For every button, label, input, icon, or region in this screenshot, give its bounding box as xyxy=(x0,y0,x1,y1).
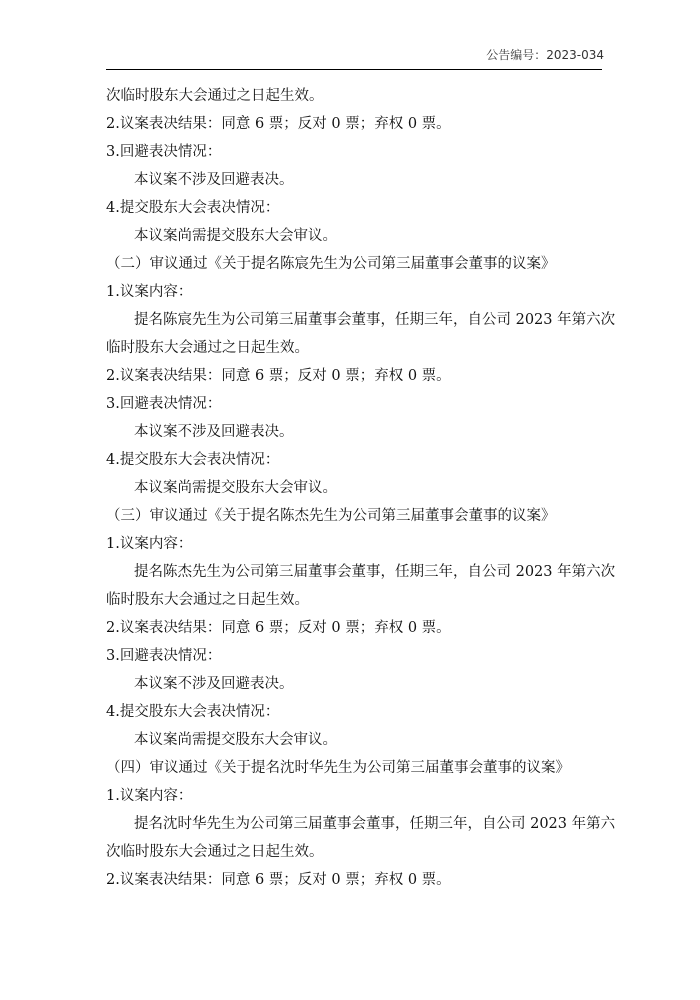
notice-number: 公告编号：2023-034 xyxy=(486,48,604,62)
text-line: 3.回避表决情况： xyxy=(106,144,222,160)
text-line: 提名陈杰先生为公司第三届董事会董事，任期三年，自公司 2023 年第六次 xyxy=(134,564,616,580)
text-line: 4.提交股东大会表决情况： xyxy=(106,452,280,468)
section-heading: （三）审议通过《关于提名陈杰先生为公司第三届董事会董事的议案》 xyxy=(106,508,556,524)
text-line: 本议案尚需提交股东大会审议。 xyxy=(134,480,337,496)
text-line: 本议案不涉及回避表决。 xyxy=(134,676,294,692)
text-line: 提名陈宸先生为公司第三届董事会董事，任期三年，自公司 2023 年第六次 xyxy=(134,312,616,328)
text-line: 本议案不涉及回避表决。 xyxy=(134,424,294,440)
text-line: 1.议案内容： xyxy=(106,284,193,300)
text-line: 3.回避表决情况： xyxy=(106,396,222,412)
text-line: 2.议案表决结果：同意 6 票；反对 0 票；弃权 0 票。 xyxy=(106,368,451,384)
text-line: 4.提交股东大会表决情况： xyxy=(106,704,280,720)
text-line: 4.提交股东大会表决情况： xyxy=(106,200,280,216)
text-line: 本议案不涉及回避表决。 xyxy=(134,172,294,188)
text-line: 3.回避表决情况： xyxy=(106,648,222,664)
text-line: 2.议案表决结果：同意 6 票；反对 0 票；弃权 0 票。 xyxy=(106,116,451,132)
text-line: 次临时股东大会通过之日起生效。 xyxy=(106,88,324,104)
section-heading: （二）审议通过《关于提名陈宸先生为公司第三届董事会董事的议案》 xyxy=(106,256,556,272)
text-line: 临时股东大会通过之日起生效。 xyxy=(106,592,309,608)
text-line: 临时股东大会通过之日起生效。 xyxy=(106,340,309,356)
text-line: 2.议案表决结果：同意 6 票；反对 0 票；弃权 0 票。 xyxy=(106,872,451,888)
text-line: 本议案尚需提交股东大会审议。 xyxy=(134,228,337,244)
section-heading: （四）审议通过《关于提名沈时华先生为公司第三届董事会董事的议案》 xyxy=(106,760,570,776)
header-rule xyxy=(106,69,602,70)
text-line: 1.议案内容： xyxy=(106,536,193,552)
text-line: 本议案尚需提交股东大会审议。 xyxy=(134,732,337,748)
text-line: 次临时股东大会通过之日起生效。 xyxy=(106,844,324,860)
text-line: 提名沈时华先生为公司第三届董事会董事，任期三年，自公司 2023 年第六 xyxy=(134,816,616,832)
text-line: 2.议案表决结果：同意 6 票；反对 0 票；弃权 0 票。 xyxy=(106,620,451,636)
text-line: 1.议案内容： xyxy=(106,788,193,804)
